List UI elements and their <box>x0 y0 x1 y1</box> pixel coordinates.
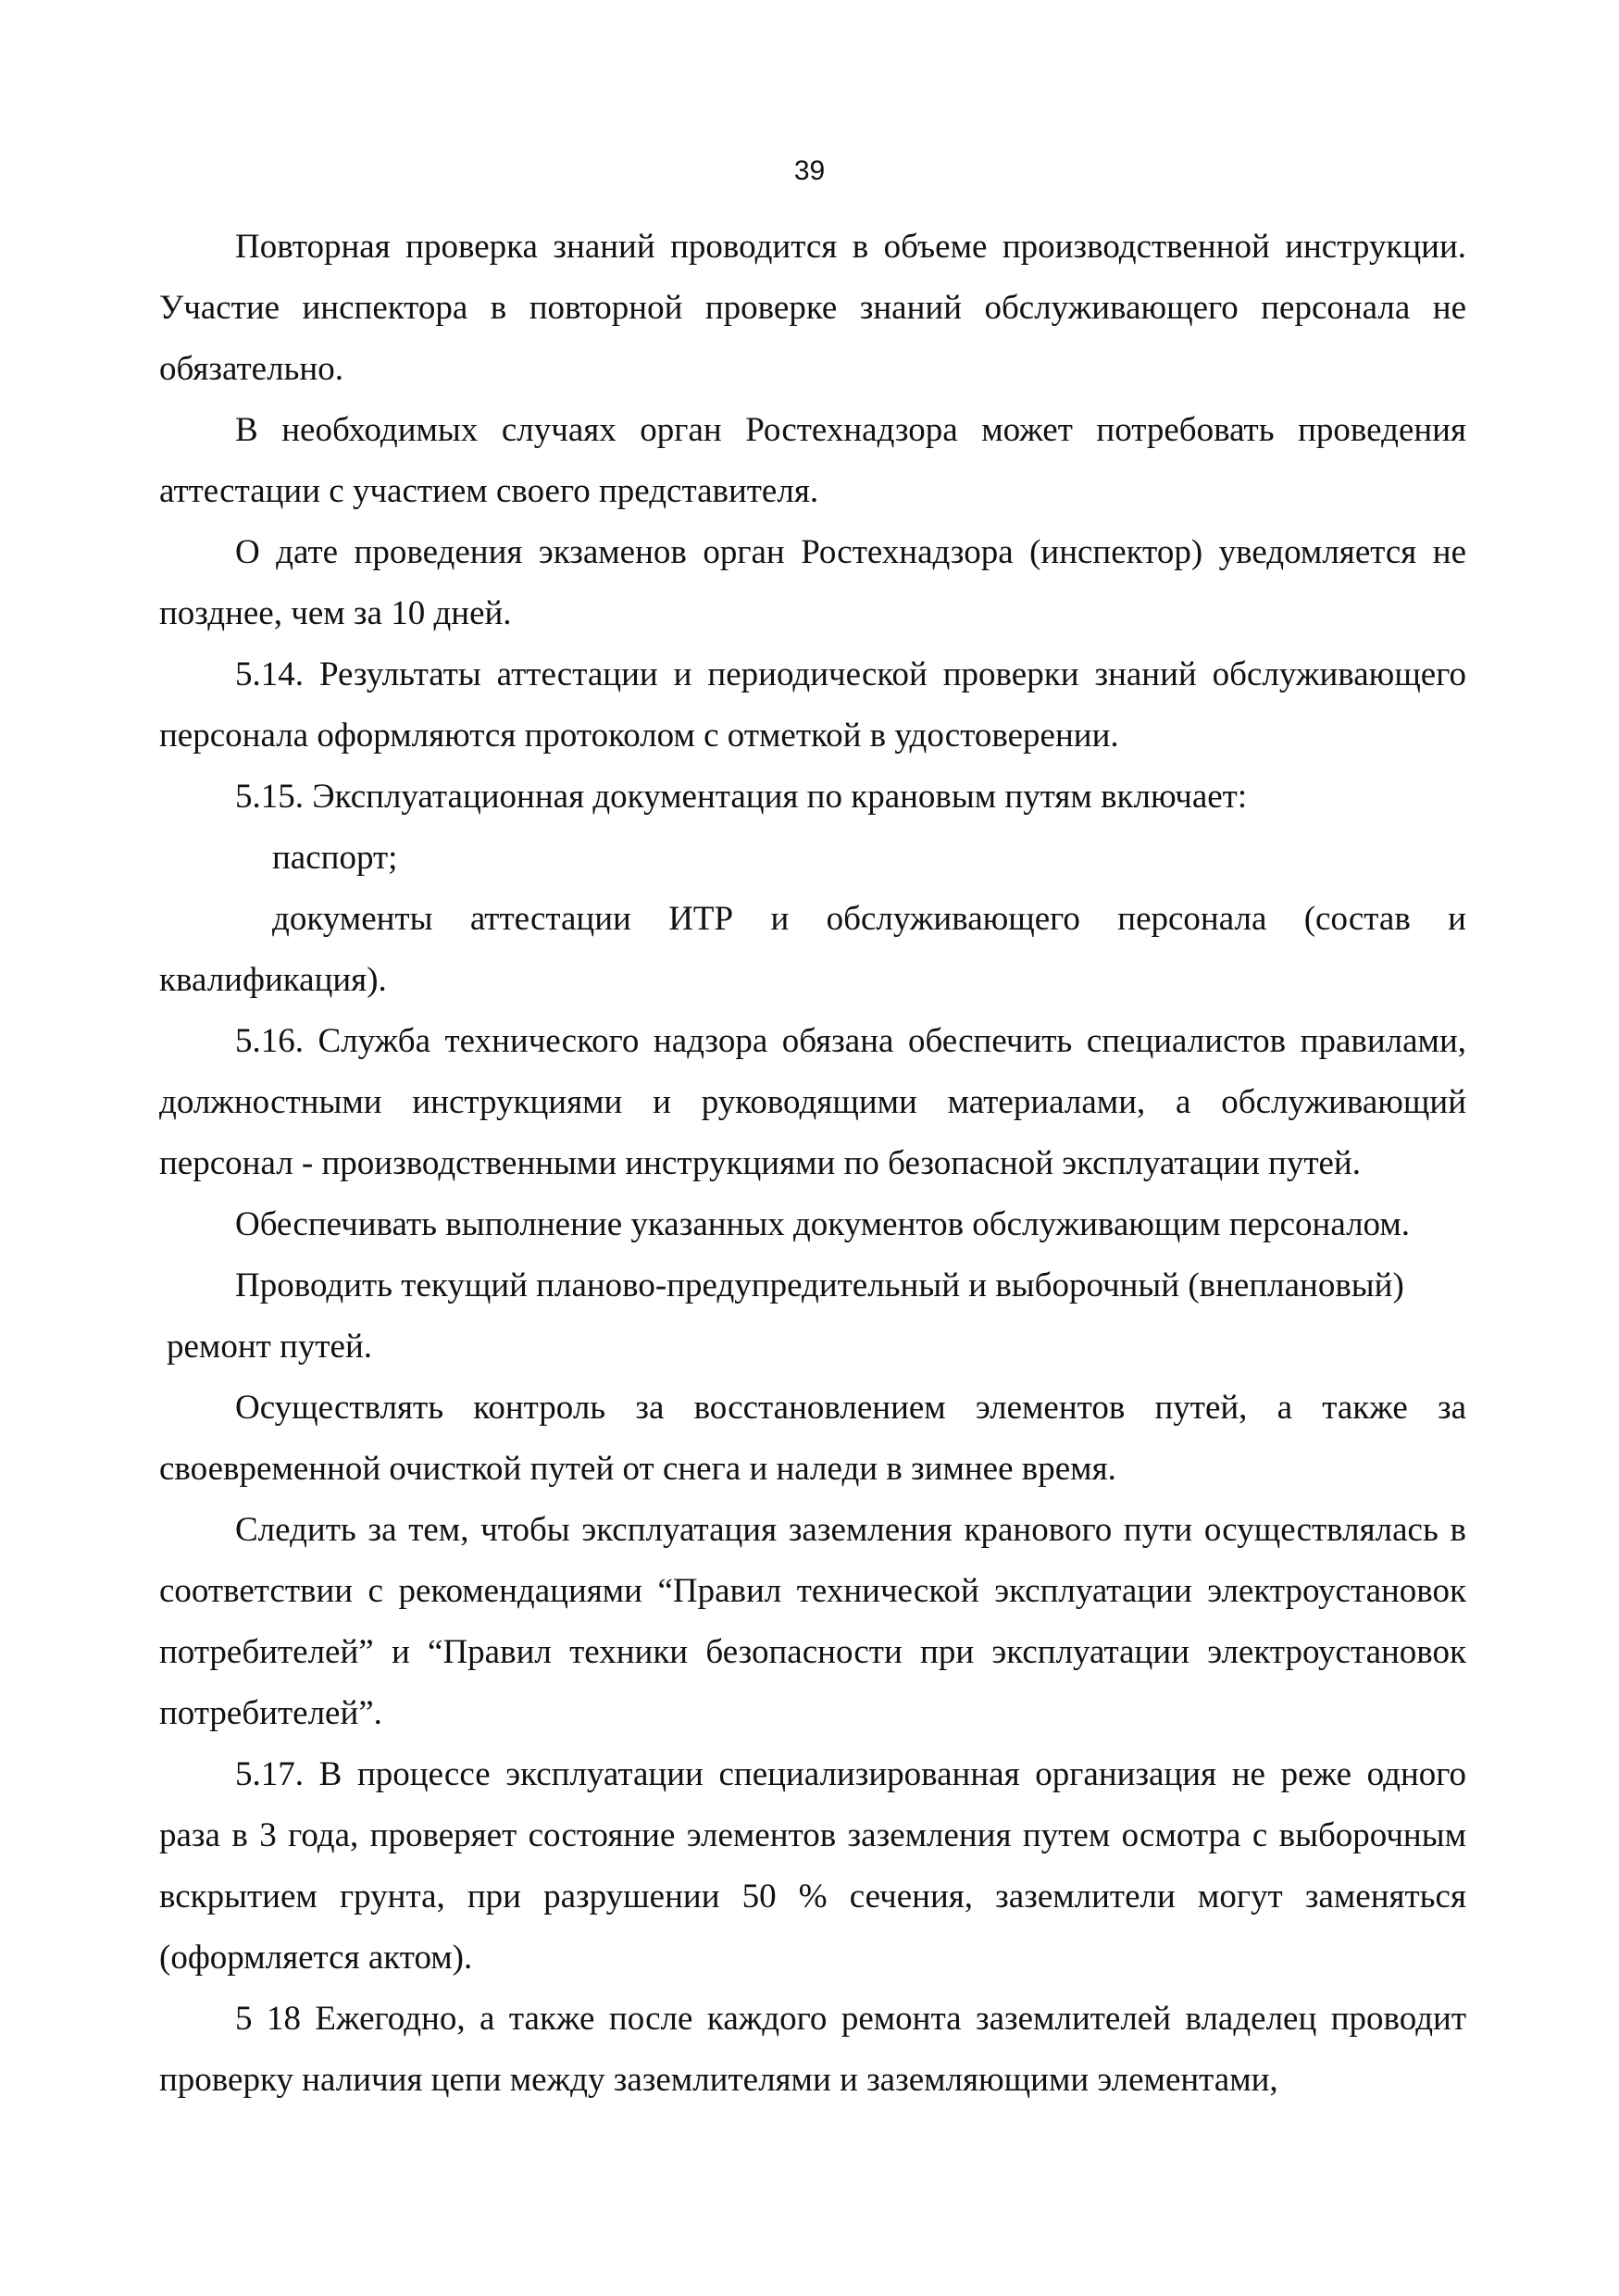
paragraph-repair-line-1: Проводить текущий планово-предупредительный и выборочный (внеплановый) <box>235 1267 1404 1304</box>
list-item-passport: паспорт; <box>272 839 398 877</box>
paragraph-5-14: 5.14. Результаты аттестации и периодической проверки знаний обслуживающего персонала оформляются протоколом с отметкой в удостоверении. <box>159 655 1466 755</box>
page-number: 39 <box>793 156 826 186</box>
paragraph-repeat-check: Повторная проверка знаний проводится в объеме производственной инструкции. Участие инспектора в повторной проверке знаний обслуживающего персонала не обязательно. <box>159 228 1466 388</box>
paragraph-exam-notice: О дате проведения экзаменов орган Ростехнадзора (инспектор) уведомляется не позднее, чем за 10 дней. <box>159 533 1466 632</box>
paragraph-grounding-rules: Следить за тем, чтобы эксплуатация заземления кранового пути осуществлялась в соответствии с рекомендациями “Правил технической эксплуатации электроустановок потребителей” и “Правил техники безопасности при эксплуатации электроустановок потребителей”. <box>159 1511 1466 1732</box>
paragraph-repair-line-2: ремонт путей. <box>167 1328 372 1366</box>
paragraph-5-18: 5 18 Ежегодно, а также после каждого ремонта заземлителей владелец проводит проверку наличия цепи между заземлителями и заземляющими элементами, <box>159 2000 1466 2099</box>
paragraph-5-16: 5.16. Служба технического надзора обязана обеспечить специалистов правилами, должностными инструкциями и руководящими материалами, а обслуживающий персонал - производственными инструкциями по безопасной эксплуатации путей. <box>159 1022 1466 1182</box>
paragraph-rostekhnadzor-representative: В необходимых случаях орган Ростехнадзора может потребовать проведения аттестации с участием своего представителя. <box>159 411 1466 510</box>
list-item-documents: документы аттестации ИТР и обслуживающего персонала (состав и квалификация). <box>159 900 1466 999</box>
paragraph-5-15: 5.15. Эксплуатационная документация по крановым путям включает: <box>235 778 1248 816</box>
paragraph-control-restoration: Осуществлять контроль за восстановлением элементов путей, а также за своевременной очисткой путей от снега и наледи в зимнее время. <box>159 1389 1466 1488</box>
document-body <box>159 217 1466 2111</box>
paragraph-5-17: 5.17. В процессе эксплуатации специализированная организация не реже одного раза в 3 года, проверяет состояние элементов заземления путем осмотра с выборочным вскрытием грунта, при разрушении 50 % сечения, заземлители могут заменяться (оформляется актом). <box>159 1755 1466 1977</box>
paragraph-ensure-compliance: Обеспечивать выполнение указанных документов обслуживающим персоналом. <box>235 1205 1411 1243</box>
